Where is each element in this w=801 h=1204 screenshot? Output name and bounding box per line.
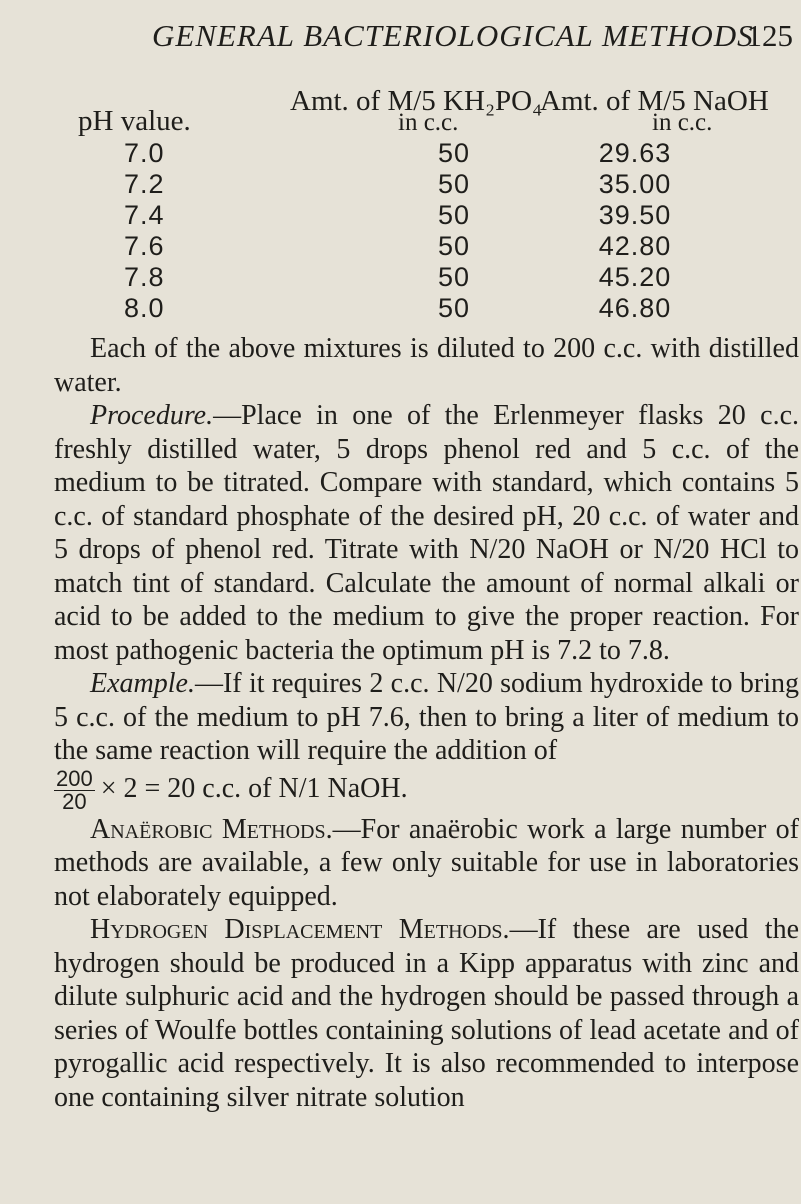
paragraph-hydrogen (54, 913, 799, 1114)
formula-denominator: 20 (62, 788, 87, 814)
cell-kh2po4: 50 (437, 138, 471, 168)
col-header-naoh: Amt. of M/5 NaOH (540, 85, 769, 117)
paragraph-text: Each of the above mixtures is diluted to 200 c.c. with distilled water. (54, 333, 799, 398)
table-row (0, 138, 801, 169)
cell-naoh: 46.80 (598, 293, 672, 323)
cell-ph: 7.2 (124, 169, 165, 199)
table-row (0, 293, 801, 324)
paragraph-procedure (54, 399, 799, 667)
cell-ph: 7.0 (124, 138, 165, 168)
paragraph-anaerobic (54, 813, 799, 914)
formula-fraction (54, 765, 95, 814)
cell-kh2po4: 50 (437, 231, 471, 261)
cell-naoh: 45.20 (598, 262, 672, 292)
cell-naoh: 35.00 (598, 169, 672, 199)
running-header (0, 18, 801, 58)
paragraph-text: —Place in one of the Erlenmeyer flasks 20 c.c. freshly distilled water, 5 drops phenol red and 5 c.c. of the medium to be titrated. Compare with standard, which contains 5 c.c. of standard phosphate of the desired pH, 20 c.c. of water and 5 drops of phenol red. Titrate with N/20 NaOH or N/20 HCl to match tint of standard. Calculate the amount of normal alkali or acid to be added to the medium to give the proper reaction. For most pathogenic bacteria the optimum pH is 7.2 to 7.8. (54, 400, 799, 666)
page-number: 125 (746, 18, 793, 53)
paragraph-text: —If it requires 2 c.c. N/20 sodium hydroxide to bring 5 c.c. of the medium to pH 7.6, then to bring a liter of medium to the same reaction will require the addition of (54, 668, 799, 766)
run-in-heading-hydrogen: Hydrogen Displacement Methods. (90, 914, 510, 945)
col-subheader-kh2po4-unit: in c.c. (398, 109, 459, 136)
cell-kh2po4: 50 (437, 262, 471, 292)
paragraph-dilution (54, 332, 799, 399)
formula-line (54, 765, 799, 814)
running-title: GENERAL BACTERIOLOGICAL METHODS (152, 18, 754, 53)
cell-kh2po4: 50 (437, 293, 471, 323)
paragraph-text: —If these are used the hydrogen should be produced in a Kipp apparatus with zinc and dilute sulphuric acid and the hydrogen should be passed through a series of Woulfe bottles containing solutions of lead acetate and of pyrogallic acid respectively. It is also recommended to interpose one containing silver nitrate solution (54, 914, 800, 1113)
cell-naoh: 29.63 (598, 138, 672, 168)
col-subheader-naoh-unit: in c.c. (652, 109, 713, 136)
cell-ph: 7.6 (124, 231, 165, 261)
table-row (0, 231, 801, 262)
table-row (0, 262, 801, 293)
col-header-ph: pH value. (78, 105, 191, 137)
body-text (54, 332, 799, 1114)
formula-numerator: 200 (56, 765, 93, 791)
run-in-heading-anaerobic: Anaërobic Methods. (90, 813, 333, 845)
col-header-kh2po4: Amt. of M/5 KH₂PO₄ (290, 85, 543, 117)
run-in-heading-example: Example. (90, 668, 195, 699)
cell-ph: 8.0 (124, 293, 165, 323)
cell-naoh: 42.80 (598, 231, 672, 261)
cell-kh2po4: 50 (437, 169, 471, 199)
paragraph-text: —For anaërobic work a large number of methods are available, a few only suitable for use in laboratories not elaborately equipped. (54, 813, 800, 912)
table-row (0, 169, 801, 200)
run-in-heading-procedure: Procedure. (90, 400, 214, 431)
paragraph-example (54, 667, 799, 768)
cell-kh2po4: 50 (437, 200, 471, 230)
formula-text: × 2 = 20 c.c. of N/1 NaOH. (100, 772, 408, 804)
table-row (0, 200, 801, 231)
cell-naoh: 39.50 (598, 200, 672, 230)
cell-ph: 7.4 (124, 200, 165, 230)
cell-ph: 7.8 (124, 262, 165, 292)
